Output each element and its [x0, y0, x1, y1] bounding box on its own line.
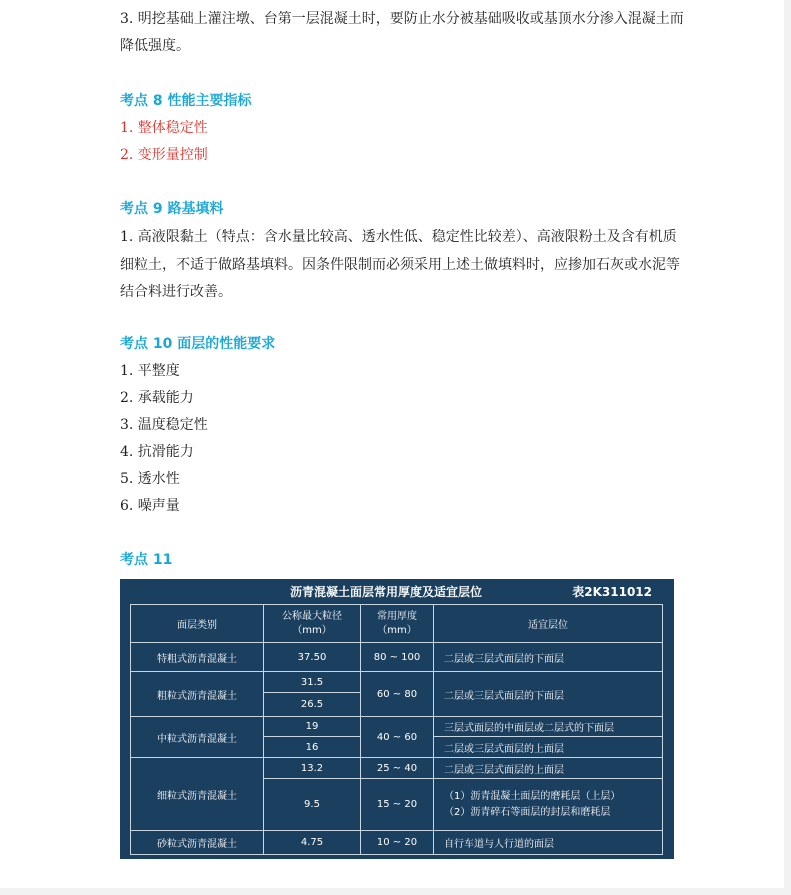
- cell-size: 9.5: [304, 799, 320, 810]
- cell-size: 4.75: [300, 837, 324, 848]
- list-item: 5. 透水性: [120, 471, 180, 487]
- cell-layer-line: （2）沥青碎石等面层的封层和磨耗层: [444, 806, 611, 818]
- header-size-line1: 公称最大粒径: [282, 610, 342, 622]
- list-item: 1. 平整度: [120, 363, 180, 379]
- cell-layer: 三层式面层的中面层或二层式的下面层: [444, 723, 614, 734]
- list-item: 3. 温度稳定性: [120, 417, 208, 433]
- list-item: 2. 承载能力: [120, 390, 194, 406]
- section-heading-9: 考点 9 路基填料: [120, 201, 224, 217]
- cell-type: 特粗式沥青混凝土: [157, 653, 237, 665]
- page-edge-bottom: [0, 888, 791, 895]
- cell-thickness: 40 ~ 60: [376, 731, 418, 743]
- cell-layer: 自行车道与人行道的面层: [444, 839, 554, 850]
- page-edge-right: [784, 0, 791, 895]
- cell-thickness: 15 ~ 20: [376, 799, 418, 810]
- paragraph-line: 1. 高液限黏土（特点：含水量比较高、透水性低、稳定性比较差）、高液限粉土及含有机质: [120, 229, 677, 245]
- list-item: 1. 整体稳定性: [120, 120, 208, 136]
- header-size: [264, 605, 360, 642]
- cell-size: 37.50: [297, 651, 327, 663]
- cell-thickness: 60 ~ 80: [376, 688, 418, 700]
- paragraph-line: 3. 明挖基础上灌注墩、台第一层混凝土时，要防止水分被基础吸收或基顶水分渗入混凝土而: [120, 11, 684, 27]
- cell-type: 砂粒式沥青混凝土: [157, 839, 237, 850]
- cell-type: 中粒式沥青混凝土: [157, 733, 237, 745]
- cell-size: 31.5: [300, 676, 324, 688]
- table-number: 表2K311012: [572, 585, 652, 599]
- cell-size: 16: [305, 741, 319, 753]
- cell-layer: 二层或三层式面层的下面层: [444, 690, 564, 702]
- paragraph-line: 细粒土，不适于做路基填料。因条件限制而必须采用上述土做填料时，应掺加石灰或水泥等: [120, 257, 680, 273]
- cell-layer-line: （1）沥青混凝土面层的磨耗层（上层）: [444, 790, 621, 802]
- list-item: 4. 抗滑能力: [120, 444, 194, 460]
- header-thickness-line2: （mm）: [377, 624, 417, 636]
- cell-layer: 二层或三层式面层的上面层: [444, 743, 564, 755]
- cell-thickness: 25 ~ 40: [376, 762, 418, 774]
- section-heading-8: 考点 8 性能主要指标: [120, 93, 252, 109]
- header-thickness: [361, 605, 433, 642]
- cell-size: 19: [305, 721, 319, 732]
- cell-size: 26.5: [300, 699, 324, 710]
- header-thickness-line1: 常用厚度: [377, 610, 417, 622]
- header-type: 面层类别: [177, 620, 217, 631]
- section-heading-11: 考点 11: [120, 552, 173, 568]
- paragraph-line: 结合料进行改善。: [120, 284, 232, 300]
- cell-size: 13.2: [300, 762, 324, 774]
- header-layer: 适宜层位: [528, 620, 568, 631]
- header-size-line2: （mm）: [292, 624, 332, 636]
- cell-type: 细粒式沥青混凝土: [157, 790, 237, 802]
- list-item: 6. 噪声量: [120, 498, 180, 514]
- cell-layer: [434, 779, 662, 830]
- cell-layer: 二层或三层式面层的下面层: [444, 653, 564, 665]
- section-heading-10: 考点 10 面层的性能要求: [120, 336, 276, 352]
- cell-layer: 二层或三层式面层的上面层: [444, 764, 564, 776]
- thickness-table: [120, 579, 674, 859]
- paragraph-line: 降低强度。: [120, 38, 190, 54]
- cell-type: 粗粒式沥青混凝土: [157, 690, 237, 702]
- cell-thickness: 80 ~ 100: [373, 651, 421, 663]
- cell-thickness: 10 ~ 20: [376, 837, 418, 848]
- list-item: 2. 变形量控制: [120, 147, 208, 163]
- table-title: 沥青混凝土面层常用厚度及适宜层位: [290, 585, 483, 599]
